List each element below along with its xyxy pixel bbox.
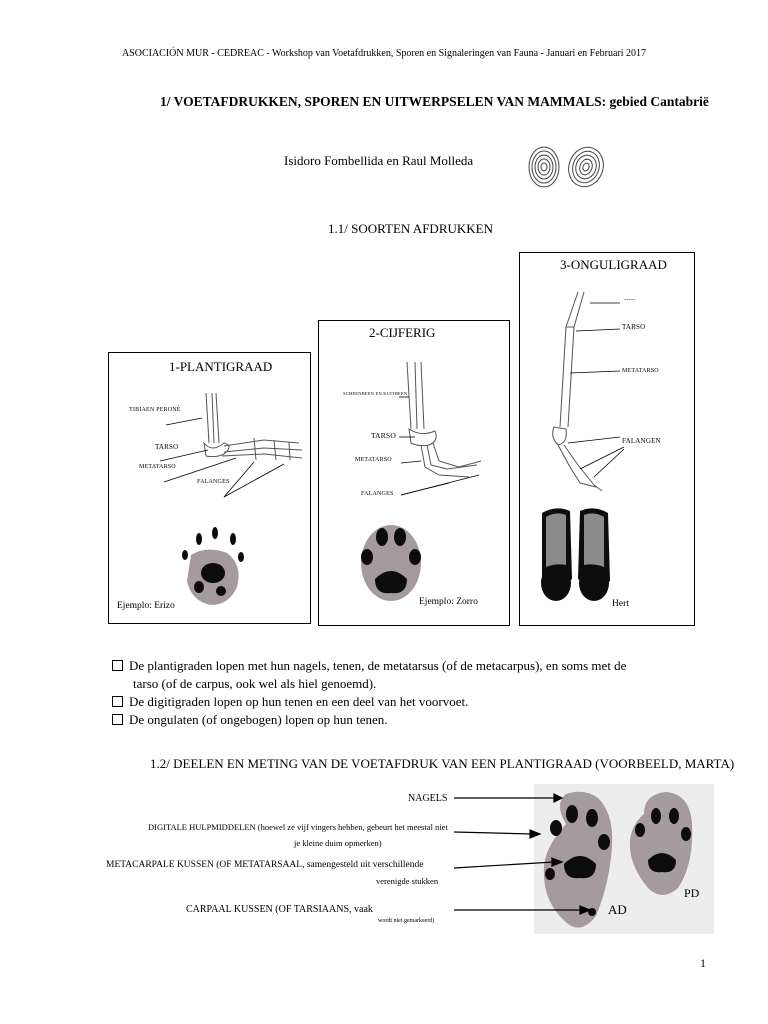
annotation-carpaal-2: wordt niet gemarkeerd) (378, 918, 435, 924)
label-pd: PD (684, 886, 700, 900)
label-tarso-3: TARSO (622, 323, 646, 331)
unguligrade-caption: Hert (612, 599, 629, 609)
unguligrade-box (519, 252, 695, 626)
label-scheenbeen: SCHEENBEEN EN KUITBEEN (343, 391, 408, 396)
checkbox-icon (112, 660, 123, 671)
label-falanges-2: FALANGES (361, 491, 394, 497)
label-dashes: ----- (624, 297, 635, 303)
bullet-text-2: De digitigraden lopen op hun tenen en een deel van het voorvoet. (129, 694, 469, 709)
unguligrade-title: 3-ONGULIGRAAD (560, 257, 667, 272)
page-header: ASOCIACIÓN MUR - CEDREAC - Workshop van Voetafdrukken, Sporen en Signaleringen van Fauna - Januari en Februari 2017 (121, 48, 647, 59)
label-metatarso-2: METATARSO (355, 457, 392, 463)
annotation-nagels: NAGELS (408, 793, 448, 804)
checkbox-icon (112, 696, 123, 707)
hedgehog-track-illustration (177, 525, 247, 607)
digitigrade-title: 2-CIJFERIG (369, 325, 436, 340)
digitigrade-box (318, 320, 510, 626)
bullet-plantigrade-cont: tarso (of de carpus, ook wel als hiel genoemd). (133, 676, 377, 691)
label-metatarso: METATARSO (139, 464, 176, 470)
fingerprint-icon (524, 140, 608, 194)
section-heading-1: 1.1/ SOORTEN AFDRUKKEN (328, 221, 493, 236)
label-tibia: TIBIAEN PERONÉ (129, 407, 181, 413)
plantigrade-caption: Ejemplo: Erizo (117, 601, 175, 611)
page-number: 1 (700, 956, 706, 970)
label-tarso-2: TARSO (371, 431, 396, 440)
section-heading-2: 1.2/ DEELEN EN METING VAN DE VOETAFDRUK VAN EEN PLANTIGRAAD (VOORBEELD, MARTA) (150, 756, 735, 771)
plantigrade-title: 1-PLANTIGRAAD (169, 359, 273, 374)
bullet-plantigrade (112, 657, 712, 675)
authors: Isidoro Fombellida en Raul Molleda (284, 153, 474, 168)
label-falangen: FALANGEN (622, 437, 661, 445)
page-title: 1/ VOETAFDRUKKEN, SPOREN EN UITWERPSELEN VAN MAMMALS: gebied Cantabrië (160, 94, 709, 109)
label-ad: AD (608, 902, 627, 917)
fox-track-illustration (357, 523, 427, 603)
plantigrade-box (108, 352, 311, 624)
checkbox-icon (112, 714, 123, 725)
bullet-digitigrade (112, 693, 712, 711)
annotation-metacarpale-1: METACARPALE KUSSEN (OF METATARSAAL, samengesteld uit verschillende (106, 860, 424, 870)
label-falanges: FALANGES (197, 479, 230, 485)
deer-hoof-track-illustration (536, 505, 616, 605)
digitigrade-skeleton-illustration (329, 357, 504, 502)
bullet-text-3: De ongulaten (of ongebogen) lopen op hun tenen. (129, 712, 388, 727)
annotation-carpaal-1: CARPAAL KUSSEN (OF TARSIAANS, vaak (186, 904, 373, 915)
bullet-unguligrade (112, 711, 712, 729)
unguligrade-skeleton-illustration (540, 287, 690, 497)
marten-track-illustration (454, 784, 714, 934)
digitigrade-caption: Ejemplo: Zorro (419, 597, 478, 607)
annotation-digitale-1: DIGITALE HULPMIDDELEN (hoewel ze vijf vingers hebben, gebeurt het meestal niet (148, 822, 448, 832)
annotation-metacarpale-2: verenigde stukken (376, 876, 439, 886)
label-tarso: TARSO (155, 443, 179, 451)
bullet-text-1: De plantigraden lopen met hun nagels, tenen, de metatarsus (of de metacarpus), en soms met de (129, 658, 627, 673)
annotation-digitale-2: je kleine duim opmerken) (294, 838, 382, 848)
label-metatarso-3: METATARSO (622, 368, 659, 374)
